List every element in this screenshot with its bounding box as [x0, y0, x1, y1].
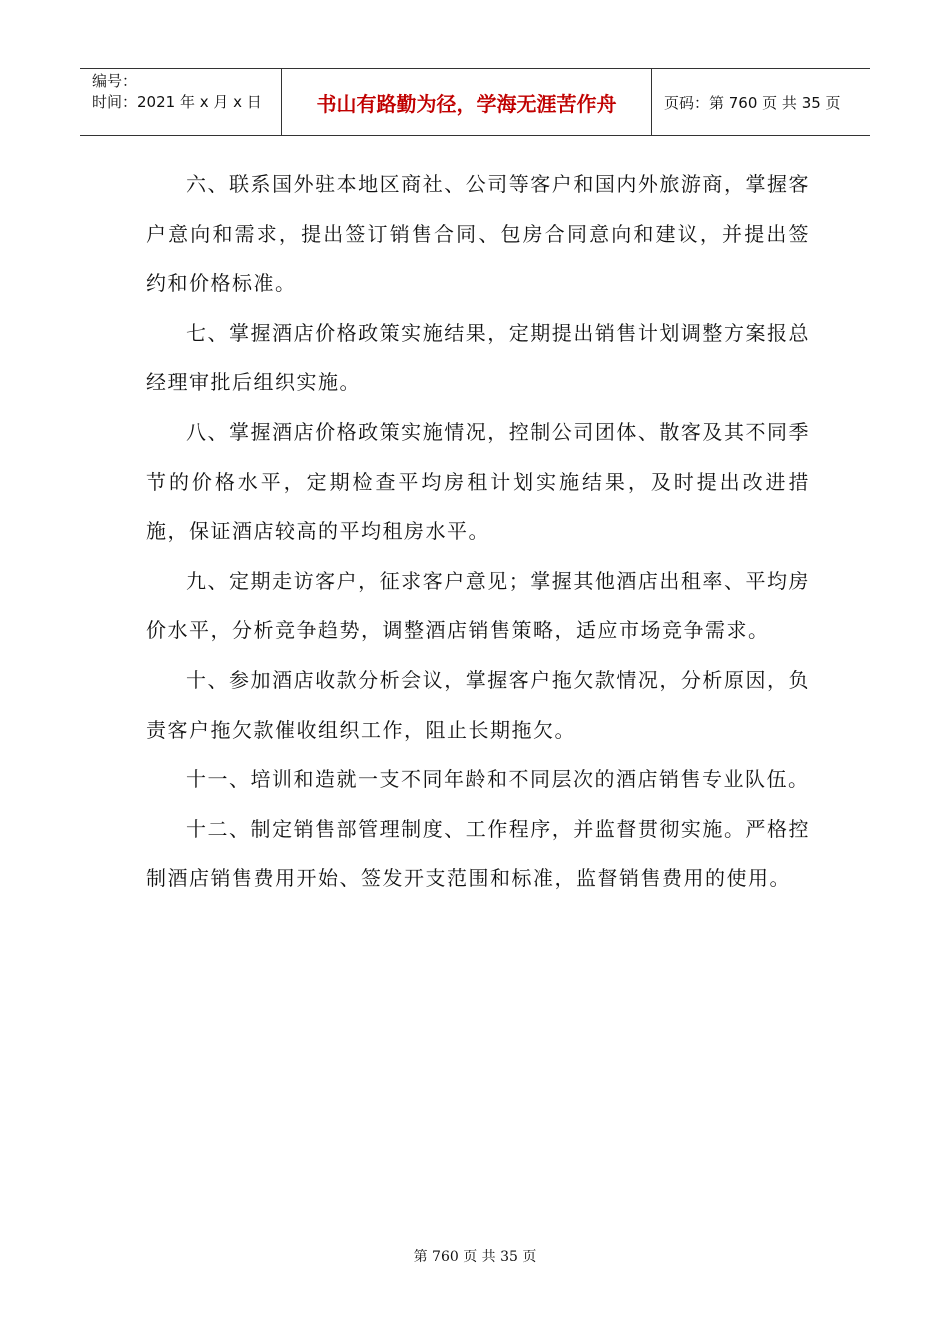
paragraph-6: 六、联系国外驻本地区商社、公司等客户和国内外旅游商，掌握客户意向和需求，提出签订销售合同、包房合同意向和建议，并提出签约和价格标准。 [146, 172, 810, 296]
paragraph-12: 十二、制定销售部管理制度、工作程序，并监督贯彻实施。严格控制酒店销售费用开始、签发开支范围和标准，监督销售费用的使用。 [146, 816, 810, 891]
page-footer: 第 760 页 共 35 页 [413, 1249, 537, 1265]
document-date-label: 时间：2021 年 x 月 x 日 [92, 93, 262, 111]
paragraph-10: 十、参加酒店收款分析会议，掌握客户拖欠款情况，分析原因，负责客户拖欠款催收组织工作，阻止长期拖欠。 [146, 667, 810, 742]
header-meta [80, 69, 282, 135]
paragraph-8: 八、掌握酒店价格政策实施情况，控制公司团体、散客及其不同季节的价格水平，定期检查平均房租计划实施结果，及时提出改进措施，保证酒店较高的平均租房水平。 [146, 419, 810, 544]
header-motto: 书山有路勤为径，学海无涯苦作舟 [282, 69, 652, 135]
page-header [80, 68, 870, 136]
document-number-label: 编号： [92, 72, 138, 90]
document-body [146, 160, 810, 904]
paragraph-11: 十一、培训和造就一支不同年龄和不同层次的酒店销售专业队伍。 [186, 767, 810, 792]
paragraph-7: 七、掌握酒店价格政策实施结果，定期提出销售计划调整方案报总经理审批后组织实施。 [146, 320, 810, 395]
paragraph-9: 九、定期走访客户，征求客户意见；掌握其他酒店出租率、平均房价水平，分析竞争趋势，调整酒店销售策略，适应市场竞争需求。 [146, 568, 810, 643]
header-page-info: 页码：第 760 页 共 35 页 [664, 93, 841, 112]
